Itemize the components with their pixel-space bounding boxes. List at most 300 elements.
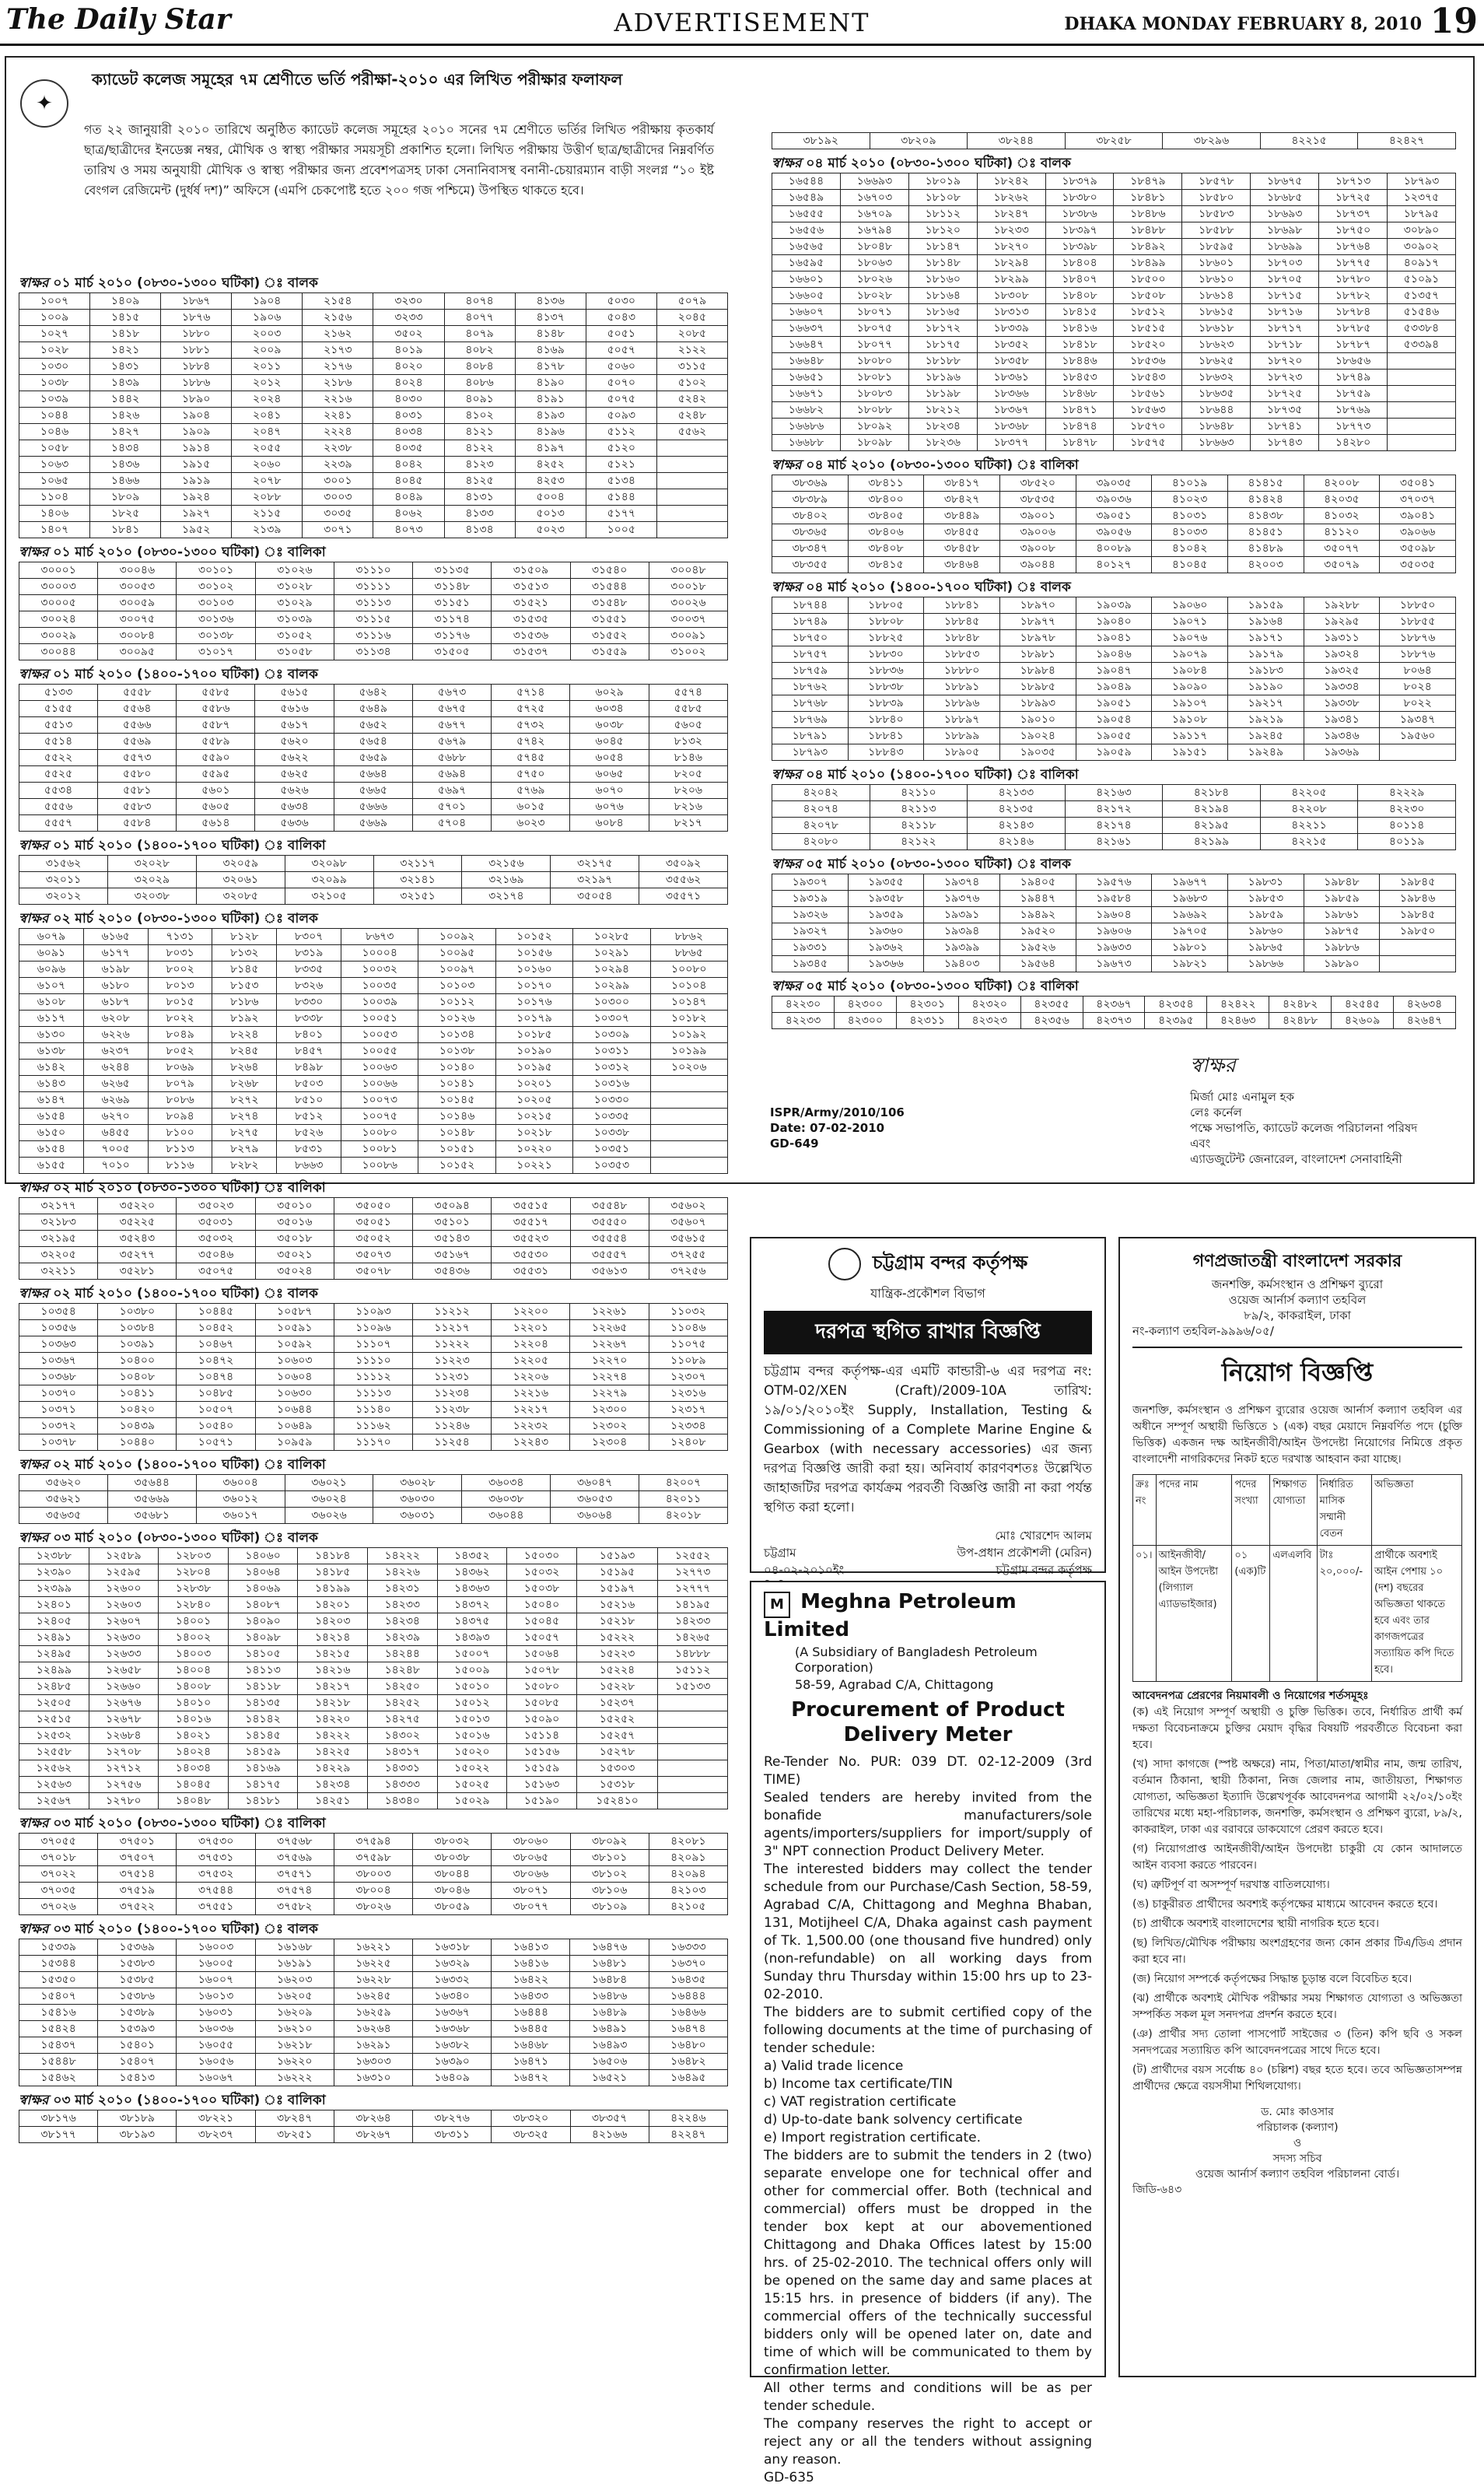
index-number-cell (656, 489, 727, 506)
index-number-cell: ১৮২৪২ (977, 173, 1045, 190)
index-number-cell: ৪২৩২৩ (958, 1013, 1020, 1029)
index-number-cell: ৩১১৫ (656, 359, 727, 375)
index-number-cell: ৪১৯৩ (515, 408, 586, 424)
index-number-cell: ১৮১৮৮ (908, 353, 977, 370)
index-number-cell: ৫১২০ (586, 440, 656, 457)
index-number-cell: ১৬৪৮১ (570, 1956, 649, 1972)
index-number-cell: ১৮৪৭১ (1045, 402, 1114, 419)
index-number-cell: ১৮৮৪৩ (848, 744, 924, 761)
index-number-cell: ১১২১৭ (413, 1320, 492, 1336)
header-cell: ক্রঃ নং (1133, 1475, 1157, 1546)
meghna-body (764, 1753, 1092, 2487)
index-number-cell: ১৫৩০৩ (576, 1760, 658, 1777)
index-number-cell: ১০৪৮৫ (177, 1385, 255, 1402)
index-number-cell: ১৫১৯৫ (576, 1564, 658, 1581)
index-number-cell: ৪২০৮১ (649, 1834, 727, 1850)
index-number-cell: ১৯২১৯ (1227, 712, 1304, 728)
index-number-cell: ১৫২৩৭ (576, 1695, 658, 1711)
index-number-cell: ১৪২৭৫ (368, 1711, 438, 1728)
index-number-cell: ১৯৩৫৯ (848, 907, 924, 923)
index-number-cell: ৩২০২৮ (107, 856, 196, 872)
index-number-cell: ১৫৪০৭ (19, 1988, 98, 2005)
index-number-cell: ১৪২২৬ (368, 1564, 438, 1581)
index-number-cell: ৫৬৬৬ (334, 799, 412, 815)
index-number-cell: ৫৬৫২ (334, 717, 412, 734)
index-number-cell: ১০৩১১ (573, 1043, 650, 1060)
index-number-cell: ৬২৩৭ (83, 1043, 148, 1060)
table-row (19, 1418, 728, 1434)
left-results-column (19, 274, 728, 2148)
index-number-cell: ১৬৩০৩ (334, 2054, 412, 2070)
table-row (19, 342, 728, 359)
index-number-cell: ১৮৪৯৯ (1114, 255, 1182, 271)
index-number-cell: ১৫৪০৭ (98, 2054, 177, 2070)
index-number-cell: ৩৮৪৫৮ (924, 541, 1000, 557)
index-number-table (19, 292, 728, 538)
index-number-cell: ১৪০১৬ (159, 1711, 229, 1728)
index-number-cell: ১৫৪৪৮ (19, 2054, 98, 2070)
index-number-cell: ১৪৩১ (90, 359, 161, 375)
index-number-cell: ৫৫৮৬ (177, 701, 255, 717)
index-number-cell: ১১০৯৩ (334, 1304, 412, 1320)
index-number-cell: ১৯৩৪৫ (772, 956, 849, 972)
index-number-cell: ১৪২১৪ (298, 1630, 368, 1646)
index-number-cell: ১৮৮৯৭ (924, 712, 1000, 728)
schedule-heading (19, 909, 728, 928)
post-table (1132, 1474, 1462, 1682)
index-number-cell: ৫৬৬৪ (334, 766, 412, 783)
index-number-cell: ১০৩৯১ (98, 1336, 177, 1353)
index-number-cell: ১৬৭৯৪ (840, 222, 908, 239)
index-number-cell: ১১২৫৪ (413, 1434, 492, 1451)
signer-line-3: এ্যাডজুটেন্ট জেনারেল, বাংলাদেশ সেনাবাহিনী (1190, 1152, 1402, 1166)
index-number-cell: ১৮৬১৫ (1182, 304, 1251, 321)
index-number-cell: ১৪৩৬৩ (437, 1581, 507, 1597)
index-number-cell: ৩৮৫৩৫ (999, 492, 1076, 508)
index-number-cell: ১৬৪৭৪ (649, 2021, 727, 2037)
index-number-cell: ৫০৭৯ (656, 293, 727, 310)
index-number-cell: ১০৫৮৭ (255, 1304, 334, 1320)
index-number-cell: ৩৭০২৬ (19, 1899, 98, 1915)
index-number-cell: ১০৩১২ (573, 1060, 650, 1076)
rule-item: (ট) প্রার্থীদের বয়স সর্বোচ্চ ৪০ (চল্লিশ) বছর হতে হবে। তবে অভিজ্ঞতাসম্পন্ন প্রার্থীদের ক্ষেত্রে বয়সসীমা শিথিলযোগ্য। (1132, 2064, 1462, 2093)
index-number-cell: ১৮৮০ (161, 326, 232, 342)
index-number-cell: ৩৮২৪৪ (968, 133, 1066, 149)
index-number-cell: ১০১৯০ (495, 1043, 572, 1060)
index-number-cell: ৪২৬৪৭ (1394, 1013, 1456, 1029)
table-row (19, 1491, 728, 1508)
index-number-cell: ৫৬৭৭ (412, 717, 491, 734)
index-number-cell: ১৫১৯৭ (576, 1581, 658, 1597)
right-results-column (772, 132, 1456, 1034)
index-number-cell: ১৬০০৫ (177, 1956, 255, 1972)
index-number-cell: ১২৩০২ (570, 1418, 649, 1434)
index-number-cell: ১৪৩৫২ (437, 1548, 507, 1564)
index-number-cell: ১৮৫৯৫ (1182, 239, 1251, 255)
index-number-cell: ৫৭৫০ (492, 766, 570, 783)
index-number-cell: ৬১৫৪ (19, 1109, 84, 1125)
index-number-cell: ৩১৫৩৭ (492, 644, 570, 660)
table-row (772, 940, 1456, 956)
index-number-cell: ৪০৩৫ (373, 440, 444, 457)
govt-sub-2: ওয়েজ আর্নার্স কল্যাণ তহবিল (1228, 1293, 1367, 1307)
index-number-cell: ৫৭৪২ (492, 734, 570, 750)
index-number-cell: ২০৫৫ (232, 440, 303, 457)
table-row (19, 1793, 728, 1809)
index-number-cell: ৮২৪৫ (212, 1043, 277, 1060)
ispr-ref: ISPR/Army/2010/106 (770, 1105, 905, 1119)
index-number-cell: ১৮৮৬ (161, 375, 232, 391)
schedule-heading (772, 765, 1456, 784)
index-number-cell: ৪২১৮৪ (1163, 785, 1261, 801)
index-number-cell: ১৬০৫৬ (177, 2054, 255, 2070)
table-row (772, 475, 1456, 492)
index-number-cell: ৪১০২ (444, 408, 515, 424)
index-number-cell: ১৮৭৮৫ (1319, 321, 1388, 337)
index-number-cell: ১০১১২ (418, 994, 495, 1011)
index-number-cell: ৩৬০২৪ (285, 1491, 373, 1508)
index-number-cell: ৩৮৩১১ (413, 2127, 492, 2143)
index-number-cell: ১৮৫০০ (1114, 271, 1182, 288)
index-number-cell: ৩৫০৪১ (1380, 475, 1456, 492)
index-number-cell: ১০৩৫১ (573, 1141, 650, 1158)
schedule-section (19, 1814, 728, 1915)
index-number-cell: ৩৮০৬০ (492, 1834, 570, 1850)
index-number-cell: ১৮৭২৫ (1251, 386, 1319, 402)
index-number-cell: ১৮১৯৮ (908, 386, 977, 402)
index-number-cell: ১৬৪৩৫ (649, 1972, 727, 1988)
index-number-cell: ৪২৫৩ (515, 473, 586, 489)
index-number-cell: ১২৬৭৮ (89, 1711, 159, 1728)
index-number-cell: ১৬৪৮২ (649, 2054, 727, 2070)
index-number-cell: ১৪১৪২ (228, 1711, 298, 1728)
index-number-cell: ১০০৫৩ (341, 1027, 418, 1043)
index-number-cell: ৪০৬২ (373, 506, 444, 522)
index-number-cell: ১৮৭৯৩ (772, 744, 849, 761)
index-number-cell: ৫৫৬৬ (98, 717, 177, 734)
index-number-cell: ৩০৭১ (303, 522, 373, 538)
index-number-cell: ১০১৯৫ (495, 1060, 572, 1076)
index-number-cell: ১০২০৬ (650, 1060, 727, 1076)
table-row (19, 1402, 728, 1418)
index-number-cell: ৪১০৪৫ (1152, 557, 1228, 573)
index-number-cell: ১৪২৩৪ (298, 1777, 368, 1793)
index-number-cell: ১৮৭২৩ (1251, 370, 1319, 386)
index-number-cell: ১০২১৫ (495, 1109, 572, 1125)
index-number-cell: ১৮৭১৫ (1251, 288, 1319, 304)
index-number-cell: ১৫০২৫ (437, 1777, 507, 1793)
index-number-cell: ১৯৩৬৬ (848, 956, 924, 972)
table-row (19, 1646, 728, 1662)
index-number-table (19, 684, 728, 832)
index-number-cell: ১৮৩৮৬ (1045, 206, 1114, 222)
index-number-cell: ১০০৬৩ (341, 1060, 418, 1076)
index-number-cell: ১৯০৩৯ (1076, 597, 1152, 614)
table-row (772, 492, 1456, 508)
index-number-cell: ৬১৫০ (19, 1125, 84, 1141)
index-number-cell: ১৮৮০৮ (848, 614, 924, 630)
index-number-cell: ৫০৯৩ (586, 408, 656, 424)
schedule-heading-text: ০১ মার্চ ২০১০ (০৮৩০-১৩০০ ঘটিকা) ঃ বালিকা (53, 545, 326, 560)
index-number-cell: ৫৬৭৯ (412, 734, 491, 750)
index-number-cell: ৩৫৬২০ (19, 1475, 108, 1491)
schedule-heading-text: ০৩ মার্চ ২০১০ (০৮৩০-১৩০০ ঘটিকা) ঃ বালক (53, 1530, 318, 1546)
index-number-cell: ৫১৫৪৬ (1388, 304, 1456, 321)
index-number-cell: ১৯১৪ (161, 440, 232, 457)
index-number-cell: ৫৭০১ (412, 799, 491, 815)
index-number-cell: ৩৫০৫২ (334, 1231, 412, 1247)
index-number-cell: ৬১০৭ (19, 978, 84, 994)
table-row (19, 1760, 728, 1777)
rule-item: (ক) এই নিয়োগ সম্পূর্ণ অস্থায়ী ও চুক্তি ভিত্তিক। তবে, নির্ধারিত প্রার্থী কর্ম দক্ষতা বিবেচনাক্রমে চুক্তির মেয়াদ বৃদ্ধির বিষয়টি পরবর্তীতে বিবেচনা করা হবে। (1132, 1706, 1462, 1751)
index-number-cell: ১৬৬০৭ (772, 304, 841, 321)
index-number-cell: ১০৬০৩ (255, 1353, 334, 1369)
index-number-cell: ১৬৭০৩ (840, 190, 908, 206)
index-number-cell: ৮৪৯৮ (277, 1060, 341, 1076)
ispr-date: Date: 07-02-2010 (770, 1121, 885, 1135)
index-number-cell: ১৫২৭৮ (576, 1744, 658, 1760)
table-row (772, 728, 1456, 744)
index-number-cell: ১৬৪৯৫ (649, 2070, 727, 2086)
index-number-cell: ৫৭০৪ (412, 815, 491, 832)
index-number-cell: ২২২৪ (303, 424, 373, 440)
index-number-cell: ১২৮৪০ (159, 1597, 229, 1613)
index-number-cell: ১৫৩৮৯ (98, 2005, 177, 2021)
index-number-cell: ৪০৩১ (373, 408, 444, 424)
table-row (19, 1711, 728, 1728)
index-number-cell: ১৬৪৮৯ (570, 2005, 649, 2021)
index-number-cell: ১৪০৪৮ (159, 1793, 229, 1809)
index-number-cell: ৫৫৮৯ (177, 734, 255, 750)
index-number-cell: ১৬০৬৭ (177, 2070, 255, 2086)
index-number-cell: ১৮০২৬ (840, 271, 908, 288)
schedule-section (19, 274, 728, 538)
index-number-cell (1388, 419, 1456, 435)
index-number-cell: ১০১৫১ (418, 1141, 495, 1158)
index-number-cell: ১৯০৭১ (1152, 614, 1228, 630)
index-number-cell: ১৮৯৭৮ (999, 630, 1076, 646)
index-number-cell: ৫২৪৮ (656, 408, 727, 424)
meghna-address: 58-59, Agrabad C/A, Chittagong (795, 1676, 994, 1692)
initials-mark: স্বাক্ষর (19, 545, 49, 560)
initials-mark: স্বাক্ষর (772, 457, 802, 473)
table-row (19, 440, 728, 457)
index-number-cell: ১০৩৩০ (573, 1092, 650, 1109)
index-number-cell: ১৫০৭৮ (507, 1662, 577, 1679)
index-number-cell: ৪০৮৪ (444, 359, 515, 375)
index-number-cell: ১৮১০৮ (908, 190, 977, 206)
schedule-heading (19, 543, 728, 562)
index-number-cell: ১৯৮৫০ (1380, 923, 1456, 940)
schedule-heading (772, 578, 1456, 597)
table-row (19, 1109, 728, 1125)
index-number-cell: ৩৫০৩১ (177, 1214, 255, 1231)
index-number-cell: ৬১৭৭ (83, 945, 148, 962)
table-row (19, 1369, 728, 1385)
index-number-cell: ১৪২৩৩ (368, 1597, 438, 1613)
index-number-cell: ৫৬৭৫ (412, 701, 491, 717)
table-row (19, 489, 728, 506)
index-number-cell: ১২৪০১ (19, 1597, 89, 1613)
index-number-cell: ১৯৩৩৪ (1304, 679, 1380, 695)
index-number-cell: ৪০৭৭ (444, 310, 515, 326)
index-number-cell: ৩৮০৬৫ (492, 1850, 570, 1866)
index-number-cell: ১০০৩৯ (341, 994, 418, 1011)
index-number-cell: ১৯৩১১ (1304, 630, 1380, 646)
index-number-cell: ৫০৭৫ (586, 391, 656, 408)
index-number-cell: ৩২১৪১ (373, 872, 462, 888)
index-number-cell: ১৮৭৫৭ (772, 646, 849, 663)
index-number-cell: ১৮৭৪৩ (1251, 435, 1319, 451)
index-number-cell: ১১১৭০ (334, 1434, 412, 1451)
index-number-cell: ১২৫০৫ (19, 1695, 89, 1711)
index-number-cell: ৮১৩২ (649, 734, 727, 750)
index-number-cell: ৩২০১১ (19, 872, 108, 888)
index-number-cell: ৩৫৬৮১ (107, 1508, 196, 1524)
index-number-cell: ১০০৯৫ (418, 945, 495, 962)
index-number-cell: ৩২১৭৪ (462, 888, 551, 905)
index-number-cell: ১৮৪০৭ (1045, 271, 1114, 288)
schedule-heading-text: ০৪ মার্চ ২০১০ (০৮৩০-১৩০০ ঘটিকা) ঃ বালিকা (806, 457, 1079, 473)
index-number-cell: ১০৩৫৪ (19, 1304, 98, 1320)
schedule-heading-text: ০৪ মার্চ ২০১০ (১৪০০-১৭০০ ঘটিকা) ঃ বালিকা (806, 767, 1079, 783)
index-number-cell: ৮১১৬ (148, 1158, 212, 1174)
index-number-cell: ১২৭১২ (89, 1760, 159, 1777)
index-number-cell: ১১০৪ (19, 489, 90, 506)
table-row (772, 907, 1456, 923)
table-row (19, 1956, 728, 1972)
index-number-cell: ৪০৭৩ (373, 522, 444, 538)
index-number-cell: ১০১৪৫ (418, 1092, 495, 1109)
index-number-cell: ৫৬২০ (255, 734, 334, 750)
index-number-cell: ১১১১০ (334, 1353, 412, 1369)
index-number-cell: ৪০১৯ (373, 342, 444, 359)
index-number-cell: ৩৫০৯২ (639, 856, 728, 872)
index-number-cell: ১৮০৮৮ (840, 402, 908, 419)
index-number-cell: ৩৫৫৫৭ (570, 1247, 649, 1263)
index-number-cell: ১০২৭ (19, 326, 90, 342)
index-number-cell: ৪১৪৫১ (1227, 524, 1304, 541)
index-number-cell: ১৮৭২০ (1251, 353, 1319, 370)
index-number-cell: ৪১০১৯ (1152, 475, 1228, 492)
index-number-cell: ৩১৫২১ (492, 595, 570, 611)
index-number-cell: ৮০৩১ (148, 945, 212, 962)
table-row (19, 1564, 728, 1581)
index-number-cell: ৩৫০৩২ (177, 1231, 255, 1247)
index-number-cell: ৩৫৫২৩ (492, 1231, 570, 1247)
index-number-cell: ১৫২২৩ (576, 1646, 658, 1662)
index-number-cell: ১১১১২ (334, 1369, 412, 1385)
index-number-cell: ১০০৭৫ (341, 1109, 418, 1125)
index-number-cell: ১৮৮৪১ (848, 728, 924, 744)
index-number-cell: ৮১৪৫ (212, 962, 277, 978)
index-number-cell: ১৮৫৭০ (1114, 419, 1182, 435)
index-number-cell: ১৬৬৪৭ (772, 337, 841, 353)
index-number-cell: ১৬৫০৬ (570, 2054, 649, 2070)
index-number-cell: ১২৫৬২ (19, 1760, 89, 1777)
index-number-cell: ৩০০৪৬ (98, 562, 177, 579)
index-number-cell: ১৫৪৩৭ (19, 2037, 98, 2054)
table-row (772, 646, 1456, 663)
initials-mark: স্বাক্ষর (19, 1457, 49, 1473)
govt-org-name: গণপ্রজাতন্ত্রী বাংলাদেশ সরকার (1192, 1252, 1402, 1271)
index-number-cell: ১৪০৬০ (228, 1548, 298, 1564)
index-number-cell: ১২২৬৭ (570, 1336, 649, 1353)
index-number-cell: ৩৮৪৪৯ (924, 508, 1000, 524)
index-number-cell: ২১৩৯ (232, 522, 303, 538)
index-number-cell: ১৮৮৫০ (1380, 597, 1456, 614)
index-number-cell: ৩৫০৯৮ (1380, 541, 1456, 557)
govt-signer-line-2: ও (1293, 2137, 1302, 2149)
schedule-heading (19, 274, 728, 292)
index-number-cell: ৪১৩৬ (515, 293, 586, 310)
index-number-cell: ৩৫০১৬ (255, 1214, 334, 1231)
ispr-code: GD-649 (770, 1137, 819, 1151)
index-number-cell: ৩৭০৩৫ (19, 1883, 98, 1899)
index-number-cell: ১০০৮৬ (341, 1158, 418, 1174)
index-number-cell: ১৮৭১৬ (1251, 304, 1319, 321)
schedule-heading (19, 665, 728, 684)
index-number-cell: ১৬৪৩৩ (492, 1988, 570, 2005)
index-number-cell: ৩০০৪৮ (649, 562, 727, 579)
index-number-cell: ১৪১৮৫ (298, 1564, 368, 1581)
index-number-cell: ৫১৭৭ (586, 506, 656, 522)
index-number-cell: ৪২১১৮ (870, 818, 968, 834)
index-number-cell: ১৫৩৩৯ (19, 1939, 98, 1956)
index-number-cell: ১৪২৭ (90, 424, 161, 440)
index-number-cell: ৩৮১৯২ (772, 133, 870, 149)
index-number-cell: ১৯০৮৪ (1152, 663, 1228, 679)
index-number-cell: ১২৫৩২ (19, 1728, 89, 1744)
index-number-cell: ১০২৮৫ (573, 929, 650, 945)
index-number-cell: ৮২৮২ (212, 1158, 277, 1174)
index-number-cell: ৩৫৬১৩ (570, 1263, 649, 1280)
index-number-cell: ৮৩১৯ (277, 945, 341, 962)
index-number-cell: ১৬৬৮৬ (772, 419, 841, 435)
index-number-cell: ১৯৮৮৬ (1304, 940, 1380, 956)
index-number-cell: ১৫১৩৩ (658, 1679, 728, 1695)
schedule-heading (19, 1920, 728, 1939)
index-number-cell: ১৬২০৩ (255, 1972, 334, 1988)
index-number-cell: ৩০০৯১ (649, 628, 727, 644)
index-number-cell: ১৮২৩৩ (977, 222, 1045, 239)
index-number-cell: ৩৫৬২১ (19, 1491, 108, 1508)
index-number-cell: ১৯৫২৬ (1000, 940, 1076, 956)
index-number-cell: ৫৫৬২ (656, 424, 727, 440)
index-number-cell: ১৯৫২০ (1000, 923, 1076, 940)
index-number-cell: ৪২২৪৭ (649, 2127, 727, 2143)
index-number-cell: ৫৫৮১ (98, 783, 177, 799)
index-number-cell: ৪১৯৬ (515, 424, 586, 440)
index-number-cell: ১২৩৮৮ (19, 1548, 89, 1564)
index-number-cell: ৬০৭৬ (570, 799, 649, 815)
index-number-cell: ৩৭০৩৭ (1380, 492, 1456, 508)
index-number-cell: ১৫০৪৫ (507, 1613, 577, 1630)
index-number-cell: ৩২২১১ (19, 1263, 98, 1280)
index-number-cell: ১০৩৬৭ (19, 1353, 98, 1369)
index-number-cell: ১৪০৩৪ (159, 1760, 229, 1777)
index-number-cell: ১৪৩৭২ (437, 1597, 507, 1613)
index-number-cell: ১৪১৮১ (228, 1793, 298, 1809)
table-row (19, 2037, 728, 2054)
index-number-cell: ৩০০৭৫ (98, 611, 177, 628)
table-row (772, 891, 1456, 907)
rules-title: আবেদনপত্র প্রেরণের নিয়মাবলী ও নিয়োগের শর্তসমূহঃ (1132, 1690, 1369, 1702)
schedule-heading-text: ০২ মার্চ ২০১০ (১৪০০-১৭০০ ঘটিকা) ঃ বালিকা (53, 1457, 326, 1473)
index-number-cell: ১০০৬৬ (341, 1076, 418, 1092)
index-number-cell: ১২৪০৫ (19, 1613, 89, 1630)
table-row (19, 1597, 728, 1613)
